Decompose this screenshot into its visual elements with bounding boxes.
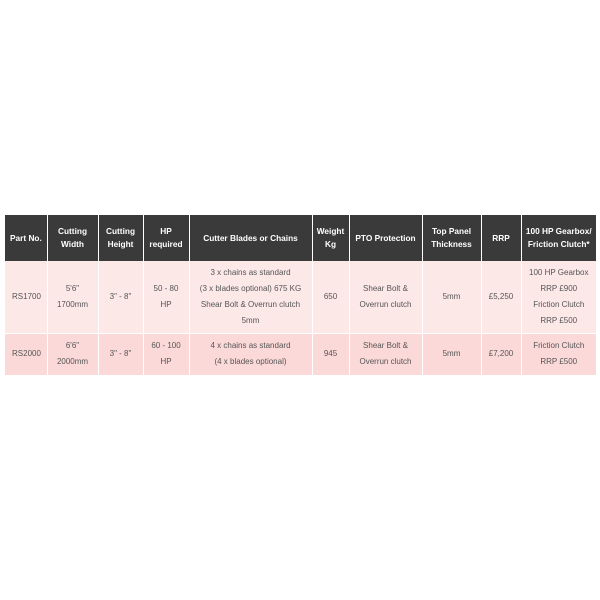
- header-cutting-width: [47, 215, 98, 261]
- header-line: Top Panel: [431, 226, 472, 236]
- cell-weight: [312, 261, 349, 333]
- header-line: Height: [107, 239, 134, 249]
- header-line: Cutting: [57, 226, 88, 236]
- cell-line: (4 x blades optional): [214, 357, 287, 367]
- table-header-row: [5, 215, 596, 261]
- cell-text: £7,200: [488, 349, 514, 359]
- header-line: Kg: [324, 239, 337, 249]
- cell-line: Friction Clutch: [533, 299, 585, 309]
- cell-blades-or-chains: [189, 333, 312, 375]
- cell-hp-required: [143, 261, 189, 333]
- header-line: Thickness: [431, 239, 472, 249]
- cell-pto-protection: [349, 333, 422, 375]
- cell-line: HP: [160, 357, 172, 367]
- cell-line: 5'6": [65, 283, 80, 293]
- cell-line: RRP £500: [540, 357, 578, 367]
- cell-text: 3" - 8": [109, 291, 132, 301]
- header-line: required: [149, 239, 183, 249]
- cell-text: 3" - 8": [109, 349, 132, 359]
- cell-line: 5mm: [241, 315, 260, 325]
- cell-blades-or-chains: [189, 261, 312, 333]
- cell-line: 6'6": [65, 341, 80, 351]
- cell-line: Overrun clutch: [359, 299, 412, 309]
- header-line: Width: [61, 239, 84, 249]
- cell-line: 1700mm: [56, 299, 89, 309]
- header-weight: [312, 215, 349, 261]
- header-line: Cutter Blades or Chains: [203, 232, 298, 243]
- cell-text: £5,250: [488, 291, 514, 301]
- header-hp-required: [143, 215, 189, 261]
- cell-rrp: [481, 333, 521, 375]
- header-gearbox-clutch: [521, 215, 596, 261]
- header-line: PTO Protection: [355, 232, 416, 243]
- cell-line: 3 x chains as standard: [210, 267, 291, 277]
- header-line: Cutting: [105, 226, 136, 236]
- cell-part-no: [5, 333, 47, 375]
- header-cutter-blades: [189, 215, 312, 261]
- header-cutting-height: [98, 215, 143, 261]
- cell-cutting-width: [47, 333, 98, 375]
- cell-cutting-width: [47, 261, 98, 333]
- header-line: 100 HP Gearbox/: [525, 226, 592, 236]
- cell-hp-required: [143, 333, 189, 375]
- cell-gearbox-clutch: [521, 261, 596, 333]
- header-rrp: [481, 215, 521, 261]
- cell-pto-protection: [349, 261, 422, 333]
- table-row: [5, 261, 596, 333]
- cell-weight: [312, 333, 349, 375]
- header-pto-protection: [349, 215, 422, 261]
- cell-line: Shear Bolt & Overrun clutch: [200, 299, 301, 309]
- cell-gearbox-clutch: [521, 333, 596, 375]
- cell-line: RRP £500: [540, 315, 578, 325]
- cell-cutting-height: [98, 261, 143, 333]
- cell-line: 4 x chains as standard: [210, 341, 291, 351]
- cell-text: 5mm: [442, 349, 461, 359]
- header-line: Friction Clutch*: [527, 239, 590, 249]
- cell-cutting-height: [98, 333, 143, 375]
- cell-text: 650: [323, 291, 338, 301]
- header-line: RRP: [492, 232, 510, 243]
- cell-text: RS1700: [12, 291, 41, 301]
- cell-line: RRP £900: [540, 283, 578, 293]
- header-line: Part No.: [10, 232, 42, 243]
- product-spec-table: [5, 215, 596, 375]
- cell-top-panel: [422, 261, 481, 333]
- cell-line: Shear Bolt &: [363, 341, 408, 351]
- cell-line: Friction Clutch: [533, 341, 585, 351]
- cell-line: (3 x blades optional) 675 KG: [199, 283, 302, 293]
- cell-text: RS2000: [12, 349, 41, 359]
- cell-rrp: [481, 261, 521, 333]
- cell-text: 945: [323, 349, 338, 359]
- header-line: Weight: [316, 226, 345, 236]
- header-top-panel: [422, 215, 481, 261]
- cell-line: Shear Bolt &: [363, 283, 408, 293]
- cell-line: 50 - 80: [153, 283, 179, 293]
- table-row: [5, 333, 596, 375]
- cell-part-no: [5, 261, 47, 333]
- header-line: HP: [160, 226, 172, 236]
- cell-line: 2000mm: [56, 357, 89, 367]
- cell-line: 100 HP Gearbox: [529, 267, 589, 277]
- cell-line: 60 - 100: [151, 341, 181, 351]
- cell-line: Overrun clutch: [359, 357, 412, 367]
- cell-line: HP: [160, 299, 172, 309]
- cell-top-panel: [422, 333, 481, 375]
- header-part-no: [5, 215, 47, 261]
- cell-text: 5mm: [442, 291, 461, 301]
